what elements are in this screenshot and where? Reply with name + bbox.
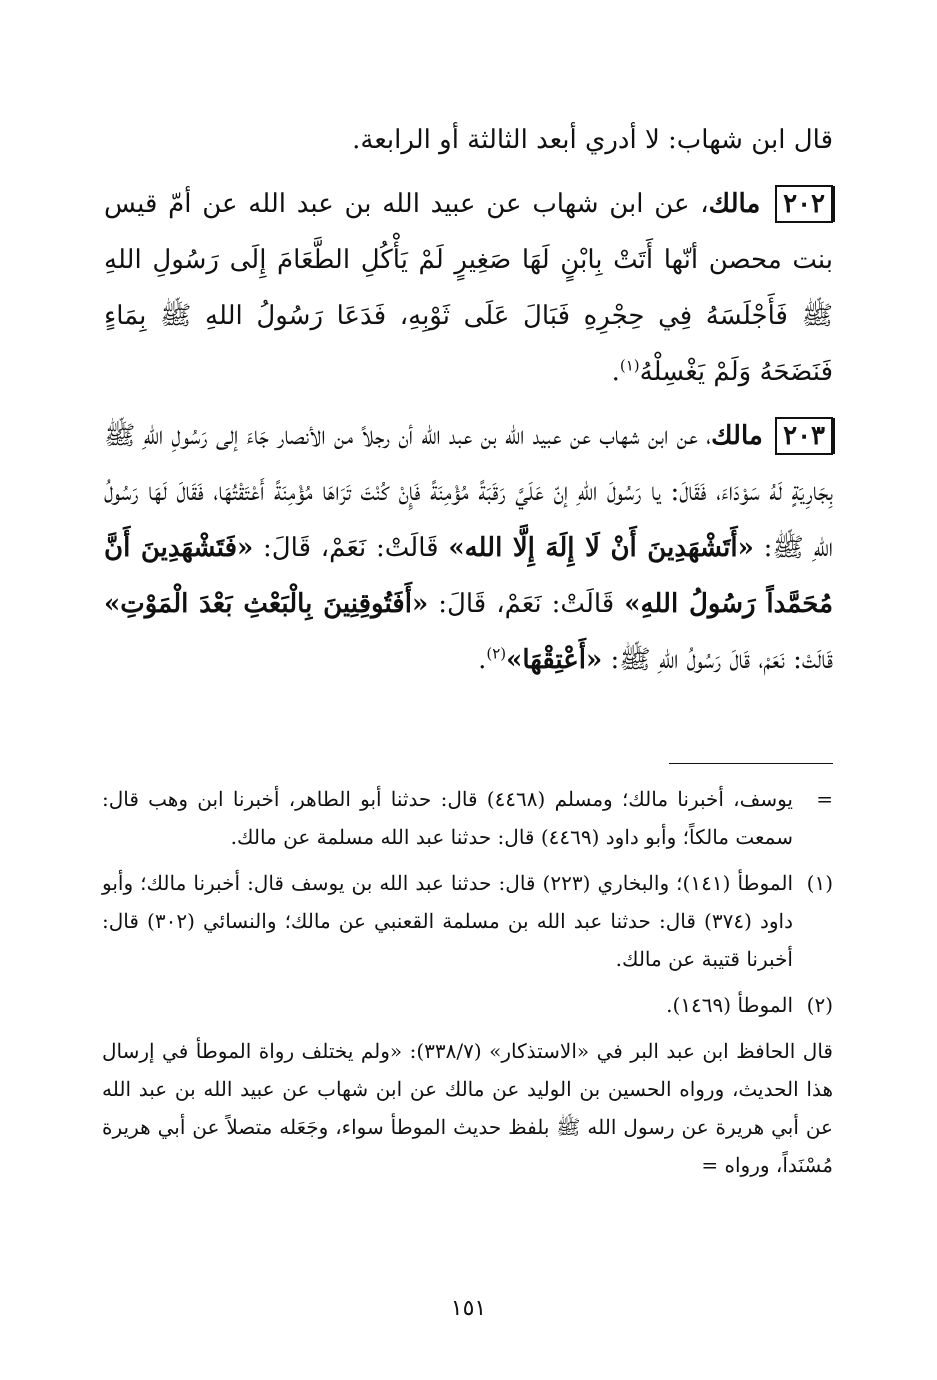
footnote-ref[interactable]: (٢) (486, 644, 507, 663)
intro-line: قال ابن شهاب: لا أدري أبعد الثالثة أو الرابعة. (352, 125, 833, 155)
hadith-number-box: ٢٠٢ (775, 185, 833, 223)
footnote-2-continuation: قال الحافظ ابن عبد البر في «الاستذكار» (٣٣٨/٧): «ولم يختلف رواة الموطأ في إرسال هذا الحديث، ورواه الحسين بن الوليد عن مالك عن ابن شهاب عن عبيد الله بن عبد الله عن أبي هريرة عن رسول الله ﷺ بلفظ حديث الموطأ سواء، وجَعَله متصلاً عن أبي هريرة مُسْنَداً، ورواه = (102, 1039, 833, 1177)
footnote-mark: (١) (806, 871, 833, 895)
quote-1: «أَتَشْهَدِينَ أَنْ لَا إِلَهَ إِلَّا الله» (448, 533, 754, 563)
footnote-divider (669, 763, 833, 764)
quote-4: «أَعْتِقْهَا» (506, 645, 603, 675)
hadith-text: قَالَتْ: نَعَمْ، قَالَ رَسُولُ اللهِ ﷺ: (602, 645, 833, 675)
quote-3: «أَفَتُوقِنِينَ بِالْبَعْثِ بَعْدَ الْمَوْتِ» (104, 589, 429, 619)
page-number: ١٥١ (450, 1296, 487, 1321)
hadith-203 (104, 408, 833, 688)
hadith-text: قَالَتْ: نَعَمْ، قَالَ: (428, 589, 625, 619)
footnote-1 (102, 864, 833, 978)
continuation-mark: = (816, 787, 833, 811)
footnote-text: يوسف، أخبرنا مالك؛ ومسلم (٤٤٦٨) قال: حدثنا أبو الطاهر، أخبرنا ابن وهب قال: سمعت مالكاً؛ وأبو داود (٤٤٦٩) قال: حدثنا عبد الله مسلمة عن مالك. (102, 787, 793, 849)
footnote-ref[interactable]: (١) (619, 356, 640, 375)
hadith-text: ، عن ابن شهاب عن عبيد الله بن عبد الله أن رجلاً من الأنصار جَاءَ إلى رَسُولِ اللهِ ﷺ بِجَارِيَةٍ لَهُ سَوْدَاءَ، فَقَالَ: يا رَسُولَ اللهِ إنّ عَلَيَّ رَقَبَةً مُؤْمِنَةً فَإِنْ كُنْتَ تَرَاهَا مُؤْمِنَةً أَعْتَقْتُهَا، فَقَالَ لَهَا رَسُولُ اللهِ ﷺ: (104, 421, 833, 563)
narrator-name: مالك (708, 189, 761, 219)
narrator-name: مالك (711, 421, 763, 451)
footnotes (102, 780, 833, 1184)
quote-2: «فَتَشْهَدِينَ أَنَّ مُحَمَّداً رَسُولُ اللهِ» (104, 533, 833, 619)
period: . (611, 357, 620, 387)
footnote-text: الموطأ (١٤١)؛ والبخاري (٢٢٣) قال: حدثنا عبد الله بن يوسف قال: أخبرنا مالك؛ وأبو داود (٣٧٤) قال: حدثنا عبد الله بن مسلمة القعنبي عن مالك؛ والنسائي (٣٠٢) قال: أخبرنا قتيبة عن مالك. (102, 871, 794, 971)
footnote-text: الموطأ (١٤٦٩). (666, 993, 793, 1017)
period: . (478, 645, 487, 675)
main-text (104, 112, 833, 688)
hadith-text: قَالَتْ: نَعَمْ، قَالَ: (253, 533, 449, 563)
footnote-2 (102, 986, 833, 1024)
hadith-number-box: ٢٠٣ (775, 417, 833, 455)
footnote-continued (102, 780, 833, 856)
hadith-text: ، عن ابن شهاب عن عبيد الله بن عبد الله عن أمّ قيس بنت محصن أنّها أَتَتْ بِابْنٍ لَهَا صَغِيرٍ لَمْ يَأْكُلِ الطَّعَامَ إِلَى رَسُولِ اللهِ ﷺ فَأَجْلَسَهُ فِي حِجْرِهِ فَبَالَ عَلَى ثَوْبِهِ، فَدَعَا رَسُولُ اللهِ ﷺ بِمَاءٍ فَنَضَحَهُ وَلَمْ يَغْسِلْهُ (104, 189, 833, 387)
footnote-mark: (٢) (806, 993, 833, 1017)
hadith-202 (104, 176, 833, 400)
